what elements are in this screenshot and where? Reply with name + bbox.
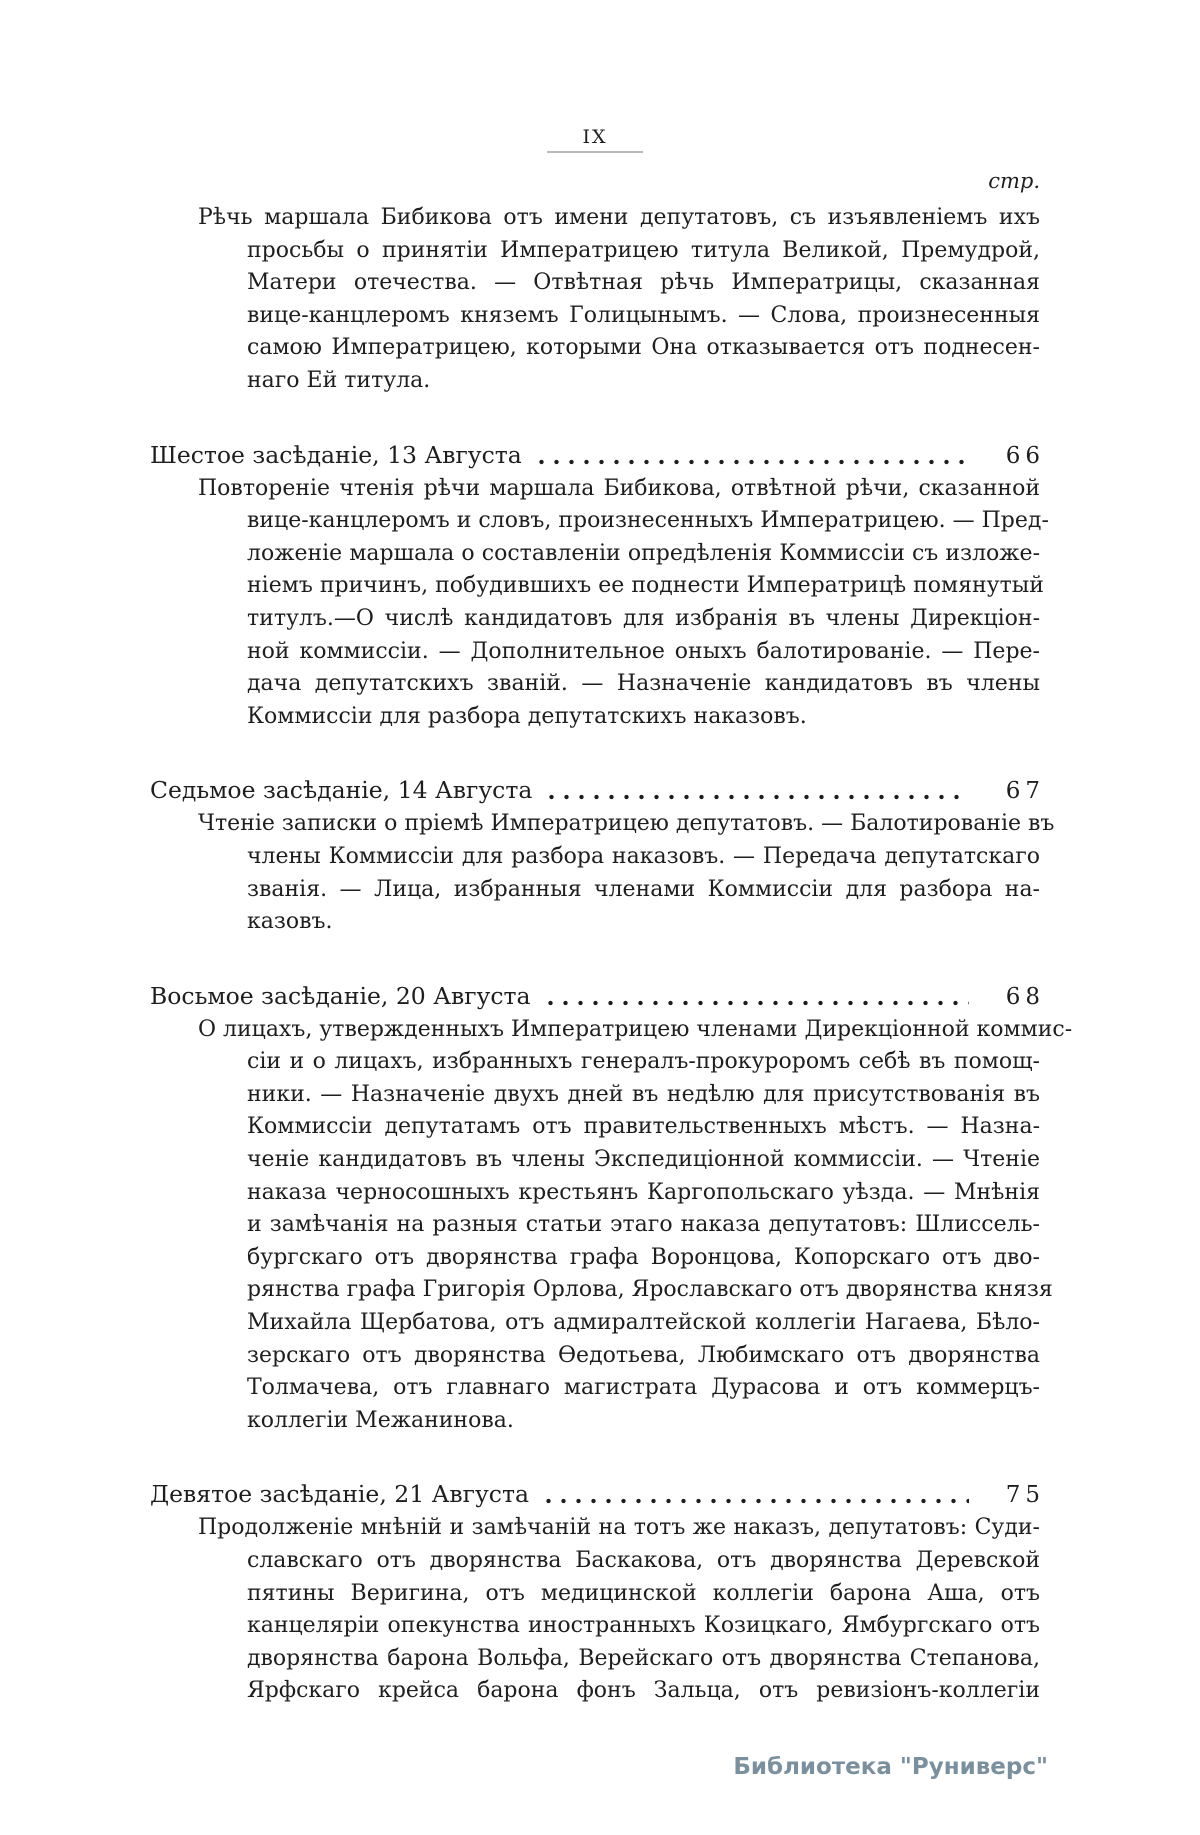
- toc-entry: [150, 1477, 1045, 1708]
- summary-line: Михайла Щербатова, отъ адмиралтейской коллегіи Нагаева, Бѣло-: [247, 1310, 1040, 1336]
- dot-leader: [544, 793, 969, 801]
- dot-leader: [543, 999, 969, 1007]
- summary-line: просьбы о принятіи Императрицею титула Великой, Премудрой,: [247, 237, 1040, 263]
- summary-line: и замѣчанія на разныя статьи этаго наказа депутатовъ: Шлиссель-: [247, 1212, 1040, 1238]
- entry-heading-row: [150, 1477, 1045, 1512]
- summary-line: сіи и о лицахъ, избранныхъ генералъ-прокуроромъ себѣ въ помощ-: [247, 1049, 1040, 1075]
- summary-line: ложеніе маршала о составленіи опредѣленія Коммиссіи съ изложе-: [247, 540, 1040, 566]
- page-column-label: стр.: [988, 169, 1040, 193]
- summary-line: дворянства барона Вольфа, Верейскаго отъ дворянства Степанова,: [247, 1645, 1040, 1671]
- summary-line: званія. — Лица, избранныя членами Коммиссіи для разбора на-: [247, 876, 1040, 902]
- summary-line: Коммиссіи для разбора депутатскихъ наказовъ.: [247, 703, 807, 729]
- summary-line: бургскаго отъ дворянства графа Воронцова, Копорскаго отъ дво-: [247, 1244, 1040, 1270]
- summary-line: коллегіи Межанинова.: [247, 1407, 514, 1433]
- summary-line: канцеляріи опекунства иностранныхъ Козицкаго, Ямбургскаго отъ: [247, 1613, 1040, 1639]
- summary-line: наказа черносошныхъ крестьянъ Каргопольскаго уѣзда. — Мнѣнія: [247, 1179, 1040, 1205]
- summary-line: Рѣчь маршала Бибикова отъ имени депутатовъ, съ изъявленіемъ ихъ: [198, 205, 1040, 230]
- page-content: [150, 126, 1073, 1708]
- summary-line: наго Ей титула.: [247, 367, 431, 393]
- summary-line: Матери отечества. — Отвѣтная рѣчь Императрицы, сказанная: [247, 270, 1040, 296]
- summary-line: рянства графа Григорія Орлова, Ярославскаго отъ дворянства князя: [247, 1277, 1053, 1303]
- summary-line: члены Коммиссіи для разбора наказовъ. — Передача депутатскаго: [247, 843, 1040, 869]
- page-header: [150, 126, 1040, 166]
- summary-line: Повтореніе чтенія рѣчи маршала Бибикова, отвѣтной рѣчи, сказанной: [198, 475, 1040, 501]
- entry-summary: [150, 1512, 1040, 1708]
- summary-line: ники. — Назначеніе двухъ дней въ недѣлю для присутствованія въ: [247, 1081, 1040, 1107]
- entry-heading-row: [150, 979, 1045, 1014]
- entry-page-number: 67: [1005, 778, 1045, 805]
- toc-entries: [150, 202, 1073, 1708]
- toc-entry: [150, 438, 1049, 734]
- entry-page-number: 66: [1005, 442, 1045, 469]
- entry-heading-row: [150, 773, 1045, 808]
- summary-line: вице-канцлеромъ княземъ Голицынымъ. — Слова, произнесенныя: [247, 302, 1040, 328]
- summary-line: самою Императрицею, которыми Она отказывается отъ поднесен-: [247, 335, 1040, 361]
- entry-summary: [150, 202, 1040, 398]
- entry-title: Шестое засѣданіе, 13 Августа: [150, 440, 522, 469]
- summary-line: славскаго отъ дворянства Баскакова, отъ дворянства Деревской: [247, 1548, 1040, 1573]
- entry-title: Седьмое засѣданіе, 14 Августа: [150, 776, 533, 805]
- entry-page-number: 68: [1005, 983, 1045, 1010]
- entry-page-number: 75: [1005, 1482, 1045, 1509]
- entry-summary: [150, 1014, 1073, 1438]
- toc-entry: [150, 979, 1073, 1438]
- dot-leader: [541, 1497, 969, 1505]
- folio-rule: [547, 151, 643, 153]
- summary-line: казовъ.: [247, 909, 333, 935]
- summary-line: Продолженіе мнѣній и замѣчаній на тотъ же наказъ, депутатовъ: Суди-: [198, 1515, 1040, 1541]
- summary-line: ченіе кандидатовъ въ члены Экспедиціонной коммиссіи. — Чтеніе: [247, 1147, 1040, 1173]
- entry-summary: [150, 473, 1049, 734]
- summary-line: ніемъ причинъ, побудившихъ ее поднести Императрицѣ помянутый: [247, 573, 1044, 599]
- library-watermark: Библиотека "Руниверс": [733, 1754, 1048, 1780]
- folio-number: IX: [582, 126, 608, 148]
- dot-leader: [534, 458, 969, 466]
- entry-heading-row: [150, 438, 1045, 473]
- entry-summary: [150, 808, 1055, 938]
- summary-line: титулъ.—О числѣ кандидатовъ для избранія въ члены Дирекціон-: [247, 605, 1040, 631]
- entry-title: Девятое засѣданіе, 21 Августа: [150, 1480, 529, 1509]
- summary-line: Чтеніе записки о пріемѣ Императрицею депутатовъ. — Балотированіе въ: [198, 811, 1055, 837]
- summary-line: О лицахъ, утвержденныхъ Императрицею членами Дирекціонной коммис-: [198, 1016, 1073, 1042]
- summary-line: Коммиссіи депутатамъ отъ правительственныхъ мѣстъ. — Назна-: [247, 1114, 1040, 1140]
- summary-line: вице-канцлеромъ и словъ, произнесенныхъ Императрицею. — Пред-: [247, 508, 1049, 534]
- toc-entry-continuation: [150, 202, 1040, 398]
- entry-title: Восьмое засѣданіе, 20 Августа: [150, 981, 531, 1010]
- summary-line: Толмачева, отъ главнаго магистрата Дурасова и отъ коммерцъ-: [247, 1375, 1040, 1401]
- summary-line: Ярфскаго крейса барона фонъ Зальца, отъ ревизіонъ-коллегіи: [247, 1678, 1040, 1704]
- summary-line: дача депутатскихъ званій. — Назначеніе кандидатовъ въ члены: [247, 671, 1040, 697]
- summary-line: пятины Веригина, отъ медицинской коллегіи барона Аша, отъ: [247, 1580, 1040, 1606]
- summary-line: ной коммиссіи. — Дополнительное оныхъ балотированіе. — Пере-: [247, 638, 1040, 664]
- summary-line: зерскаго отъ дворянства Ѳедотьева, Любимскаго отъ дворянства: [247, 1342, 1040, 1368]
- toc-entry: [150, 773, 1055, 938]
